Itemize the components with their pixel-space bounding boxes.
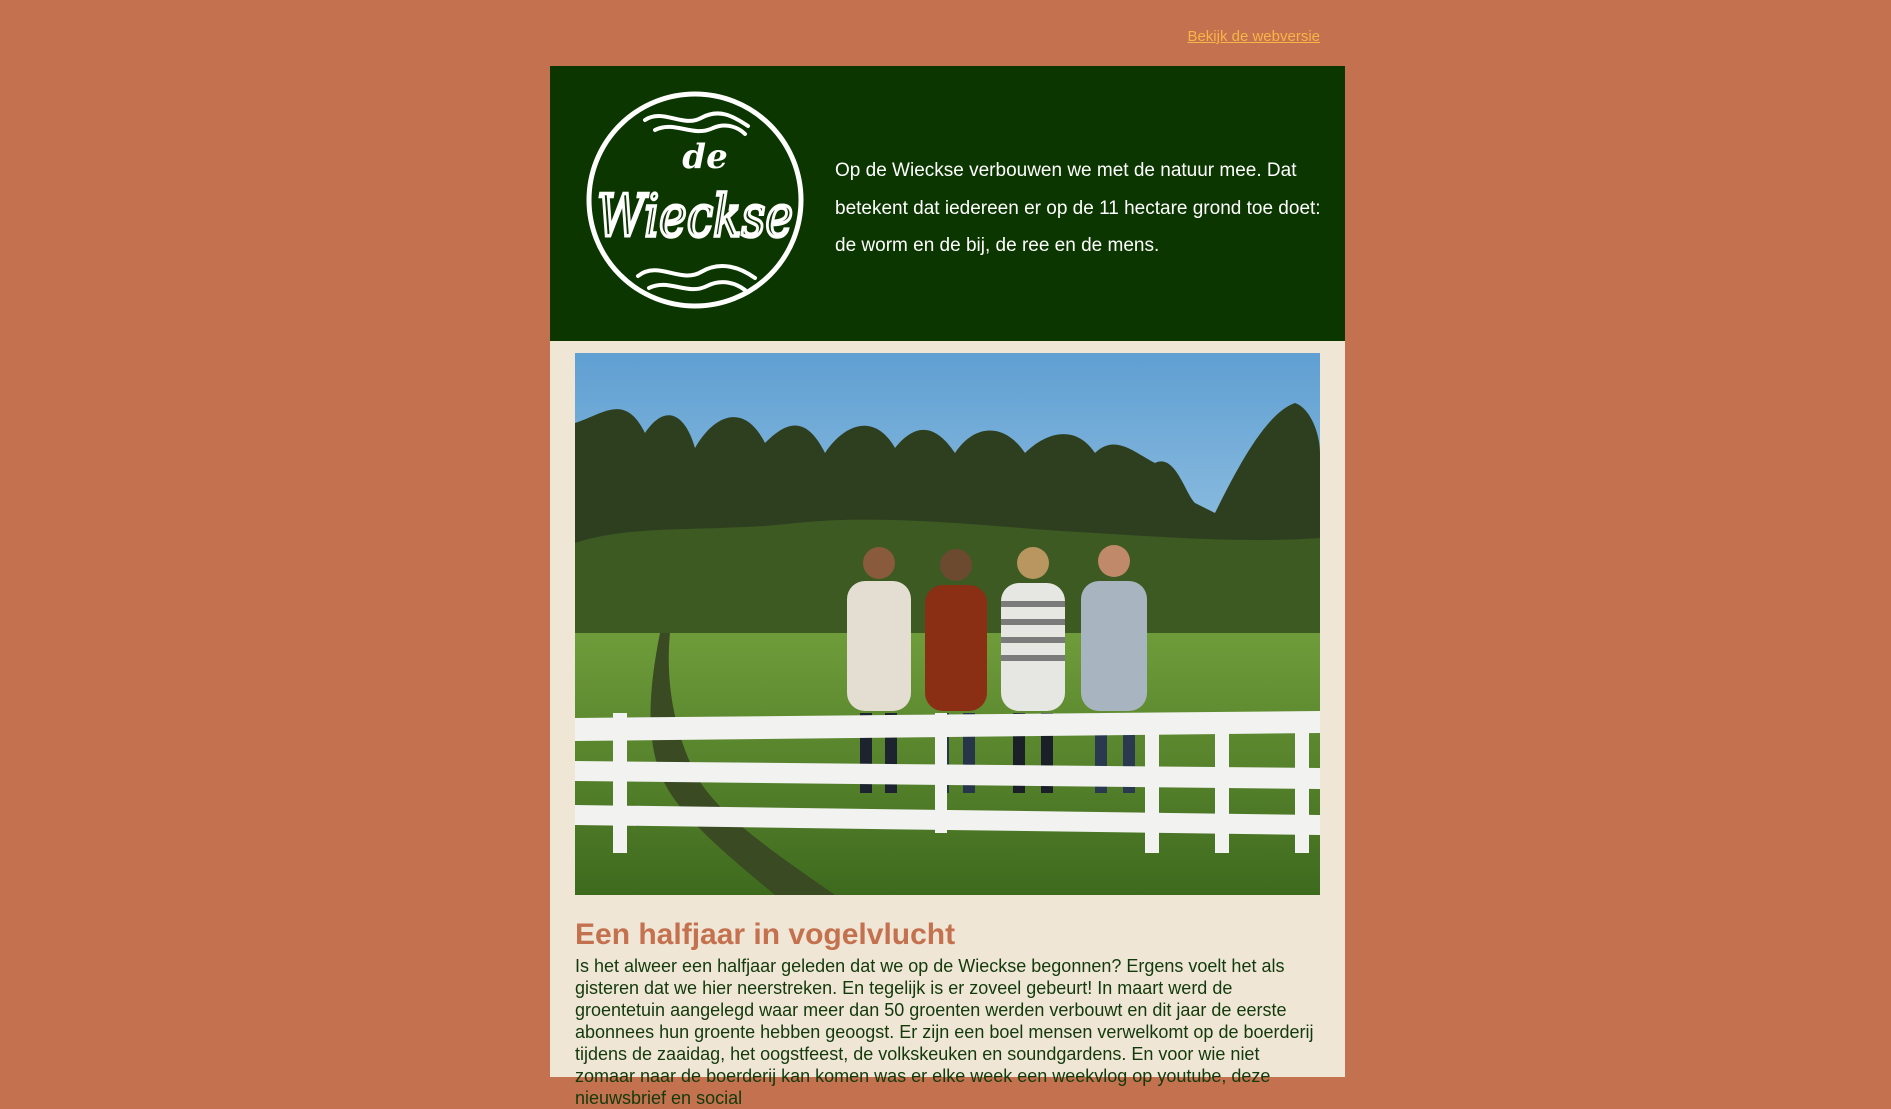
newsletter-header bbox=[550, 66, 1345, 341]
svg-text:de: de bbox=[682, 137, 728, 177]
de-wieckse-logo-icon bbox=[583, 88, 807, 312]
newsletter-container bbox=[550, 66, 1345, 1108]
article-body: Is het alweer een halfjaar geleden dat we op de Wieckse begonnen? Ergens voelt het als gisteren dat we hier neerstreken. En tegelijk is er zoveel gebeurt! In maart werd de groentetuin aangelegd waar meer dan 50 groenten werden verbouwt en dit jaar de eerste abonnees hun groente hebben geoogst. Er zijn een boel mensen verwelkomt op de boerderij tijdens de zaaidag, het oogstfeest, de volkskeuken en soundgardens. En voor wie niet zomaar naar de boerderij kan komen was er elke week een weekvlog op youtube, deze nieuwsbrief en social bbox=[575, 956, 1314, 1108]
top-bar bbox=[550, 0, 1345, 66]
four-people-on-fence-photo-icon bbox=[575, 353, 1320, 895]
intro-text: Op de Wieckse verbouwen we met de natuur mee. Dat betekent dat iedereen er op de 11 hectare grond toe doet: de worm en de bij, de ree en de mens. bbox=[835, 160, 1321, 256]
svg-text:Wieckse: Wieckse bbox=[597, 182, 793, 250]
webversion-link[interactable]: Bekijk de webversie bbox=[1187, 28, 1320, 45]
article-title: Een halfjaar in vogelvlucht bbox=[575, 918, 956, 951]
hero-photo bbox=[575, 353, 1320, 895]
